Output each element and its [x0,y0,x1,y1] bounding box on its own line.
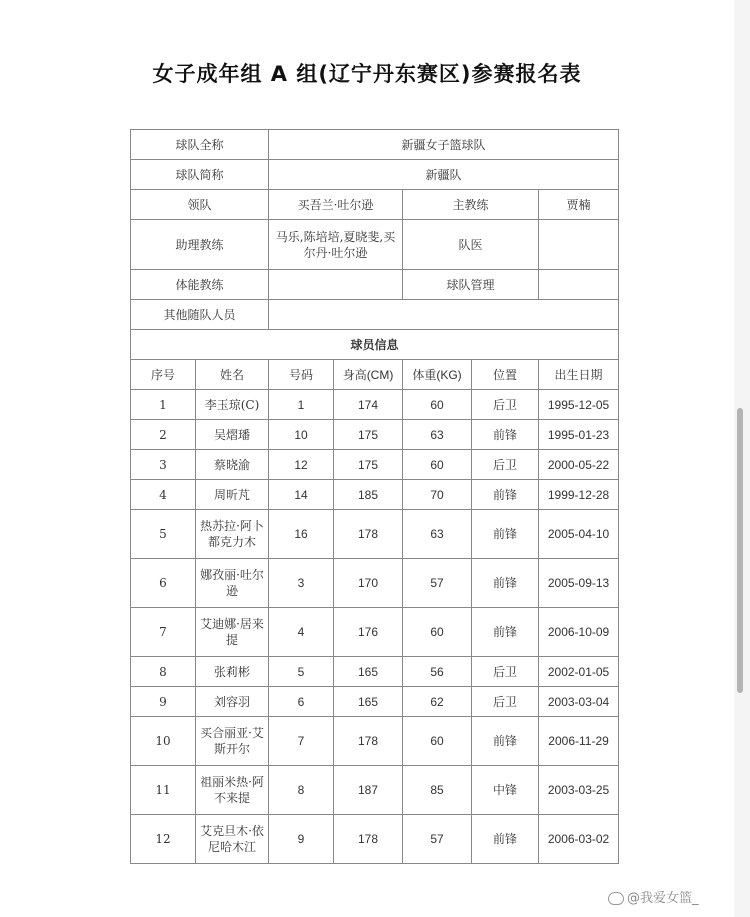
player-row [131,815,619,864]
head-coach-label: 主教练 [403,190,539,220]
player-number: 14 [269,480,334,510]
player-index: 10 [131,717,196,766]
player-index: 9 [131,687,196,717]
team-fullname-value: 新疆女子篮球队 [269,130,619,160]
player-name: 吴熠璠 [196,420,269,450]
player-weight: 63 [403,420,472,450]
player-weight: 62 [403,687,472,717]
player-row [131,420,619,450]
player-dob: 2003-03-04 [539,687,619,717]
player-position: 前锋 [472,815,539,864]
fitness-label: 体能教练 [131,270,269,300]
player-name: 蔡晓渝 [196,450,269,480]
section-row [131,330,619,360]
player-name: 祖丽米热·阿不来提 [196,766,269,815]
player-position: 前锋 [472,510,539,559]
player-weight: 60 [403,390,472,420]
player-height: 178 [334,815,403,864]
player-height: 187 [334,766,403,815]
player-weight: 63 [403,510,472,559]
player-dob: 2006-10-09 [539,608,619,657]
registration-table [130,129,619,864]
player-name: 艾迪娜·居来提 [196,608,269,657]
player-position: 后卫 [472,390,539,420]
page-title: 女子成年组 A 组(辽宁丹东赛区)参赛报名表 [152,62,582,86]
column-header-row [131,360,619,390]
leader-value: 买吾兰·吐尔逊 [269,190,403,220]
player-name: 张莉彬 [196,657,269,687]
head-coach-value: 贾楠 [539,190,619,220]
player-index: 3 [131,450,196,480]
manager-value [539,270,619,300]
player-dob: 1995-01-23 [539,420,619,450]
player-name: 刘容羽 [196,687,269,717]
col-header-height: 身高(CM) [334,360,403,390]
player-row [131,717,619,766]
section-title: 球员信息 [131,330,619,360]
assistant-coach-row [131,220,619,270]
fitness-row [131,270,619,300]
player-number: 3 [269,559,334,608]
player-weight: 85 [403,766,472,815]
player-number: 16 [269,510,334,559]
player-dob: 2003-03-25 [539,766,619,815]
leader-label: 领队 [131,190,269,220]
doctor-label: 队医 [403,220,539,270]
player-dob: 2006-03-02 [539,815,619,864]
player-height: 170 [334,559,403,608]
player-position: 后卫 [472,687,539,717]
player-position: 中锋 [472,766,539,815]
player-number: 9 [269,815,334,864]
player-number: 5 [269,657,334,687]
player-number: 12 [269,450,334,480]
col-header-name: 姓名 [196,360,269,390]
player-name: 买合丽亚·艾斯开尔 [196,717,269,766]
player-index: 6 [131,559,196,608]
player-row [131,559,619,608]
player-position: 后卫 [472,657,539,687]
player-index: 12 [131,815,196,864]
player-name: 李玉琼(C) [196,390,269,420]
player-position: 前锋 [472,559,539,608]
player-number: 6 [269,687,334,717]
player-row [131,390,619,420]
player-name: 艾克旦木·依尼哈木江 [196,815,269,864]
player-weight: 60 [403,717,472,766]
player-number: 8 [269,766,334,815]
team-shortname-value: 新疆队 [269,160,619,190]
player-index: 7 [131,608,196,657]
player-position: 前锋 [472,608,539,657]
player-weight: 57 [403,815,472,864]
player-weight: 60 [403,450,472,480]
others-label: 其他随队人员 [131,300,269,330]
team-fullname-row [131,130,619,160]
team-shortname-row [131,160,619,190]
doctor-value [539,220,619,270]
others-row [131,300,619,330]
scrollbar-thumb[interactable] [737,408,743,693]
player-position: 前锋 [472,717,539,766]
manager-label: 球队管理 [403,270,539,300]
watermark-text: @我爱女篮_ [627,891,699,906]
player-number: 1 [269,390,334,420]
player-height: 175 [334,450,403,480]
player-height: 176 [334,608,403,657]
player-position: 前锋 [472,420,539,450]
player-dob: 2000-05-22 [539,450,619,480]
player-index: 4 [131,480,196,510]
player-position: 后卫 [472,450,539,480]
player-weight: 70 [403,480,472,510]
col-header-weight: 体重(KG) [403,360,472,390]
player-dob: 1999-12-28 [539,480,619,510]
col-header-dob: 出生日期 [539,360,619,390]
player-index: 1 [131,390,196,420]
player-number: 10 [269,420,334,450]
weibo-logo-icon [608,892,624,905]
asst-coach-value: 马乐,陈培培,夏晓斐,买尔丹·吐尔逊 [269,220,403,270]
player-name: 周昕芃 [196,480,269,510]
player-height: 165 [334,657,403,687]
player-dob: 2006-11-29 [539,717,619,766]
player-dob: 2005-09-13 [539,559,619,608]
player-index: 5 [131,510,196,559]
player-weight: 56 [403,657,472,687]
player-row [131,687,619,717]
player-weight: 57 [403,559,472,608]
player-height: 174 [334,390,403,420]
col-header-number: 号码 [269,360,334,390]
team-shortname-label: 球队简称 [131,160,269,190]
fitness-value [269,270,403,300]
player-height: 165 [334,687,403,717]
player-row [131,608,619,657]
player-number: 7 [269,717,334,766]
player-dob: 1995-12-05 [539,390,619,420]
asst-coach-label: 助理教练 [131,220,269,270]
player-row [131,657,619,687]
player-number: 4 [269,608,334,657]
player-height: 185 [334,480,403,510]
player-weight: 60 [403,608,472,657]
player-dob: 2002-01-05 [539,657,619,687]
player-index: 2 [131,420,196,450]
col-header-no: 序号 [131,360,196,390]
watermark [608,887,699,906]
player-height: 178 [334,510,403,559]
player-row [131,510,619,559]
team-fullname-label: 球队全称 [131,130,269,160]
player-position: 前锋 [472,480,539,510]
player-row [131,480,619,510]
player-name: 娜孜丽·吐尔逊 [196,559,269,608]
leader-row [131,190,619,220]
player-name: 热苏拉·阿卜都克力木 [196,510,269,559]
player-row [131,766,619,815]
player-index: 11 [131,766,196,815]
player-row [131,450,619,480]
player-index: 8 [131,657,196,687]
player-height: 175 [334,420,403,450]
col-header-position: 位置 [472,360,539,390]
others-value [269,300,619,330]
player-dob: 2005-04-10 [539,510,619,559]
player-height: 178 [334,717,403,766]
